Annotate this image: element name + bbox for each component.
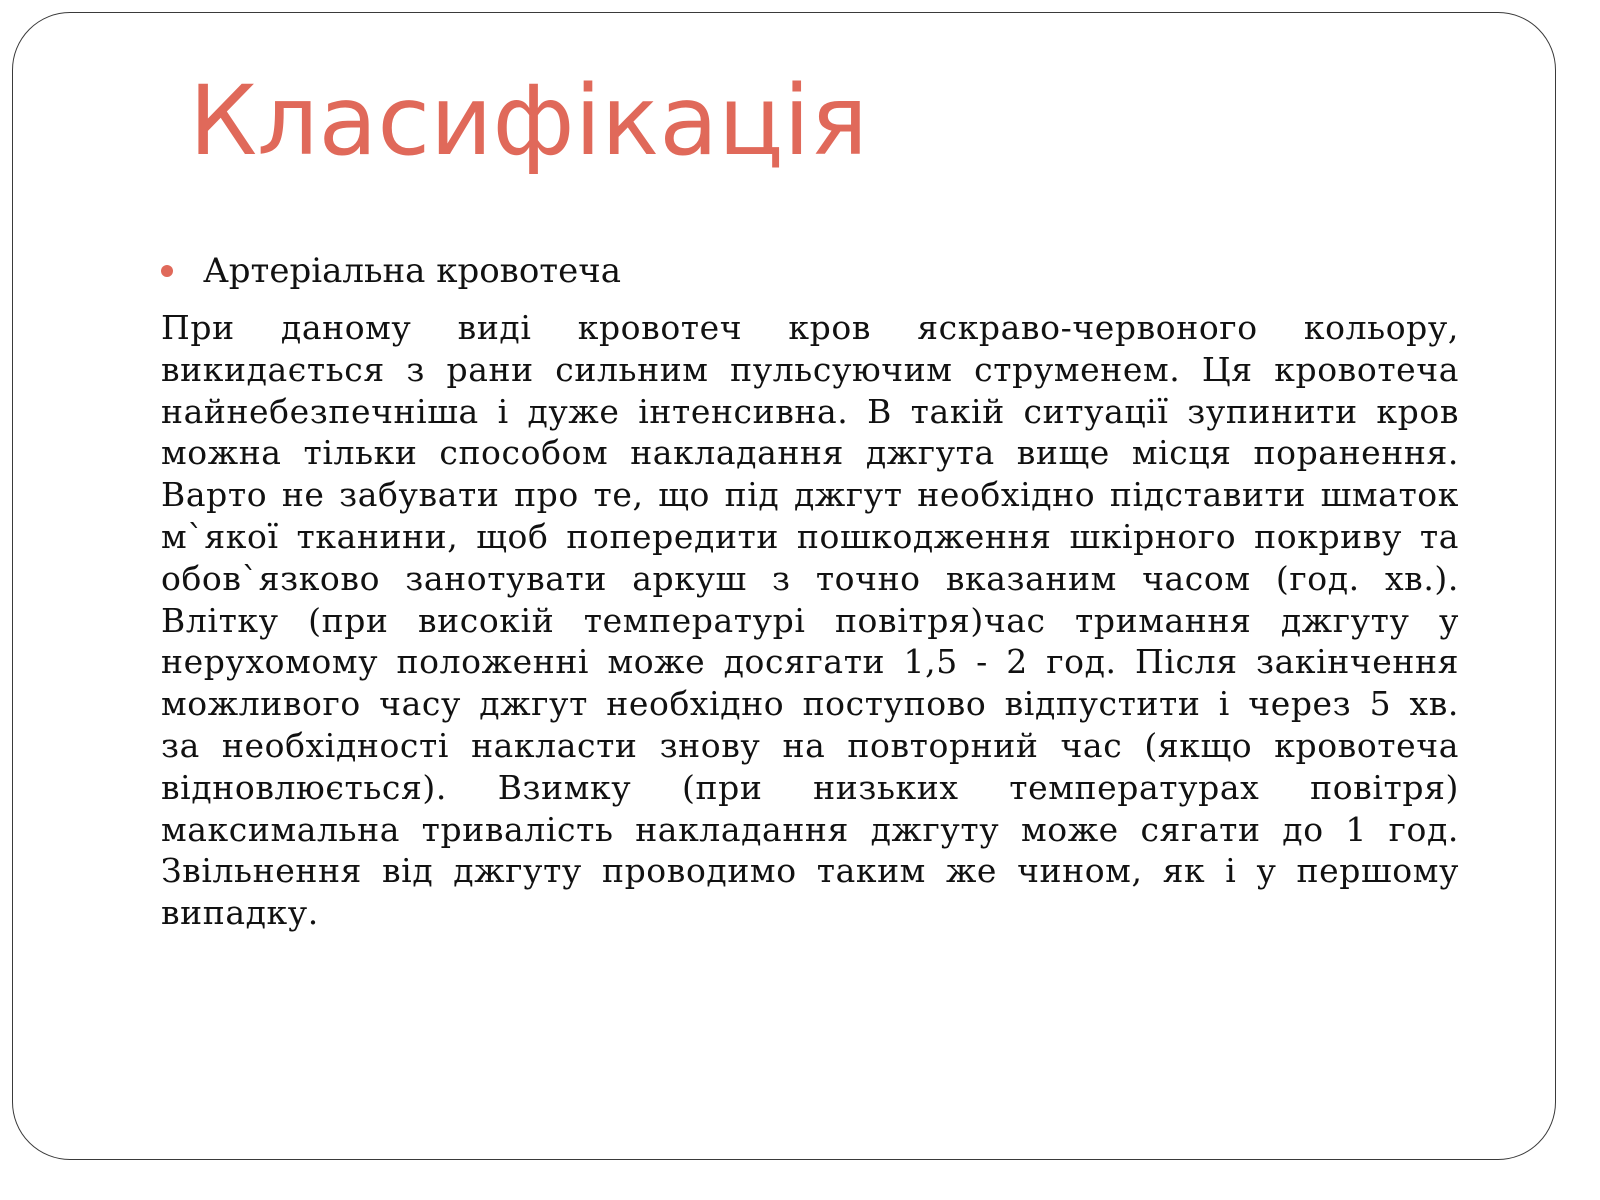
slide-content [161, 245, 1459, 934]
slide-title: Класифікація [189, 65, 868, 177]
body-paragraph: При даному виді кровотеч кров яскраво-червоного кольору, викидається з рани сильним пульсуючим струменем. Ця кровотеча найнебезпечніша і дуже інтенсивна. В такій ситуації зупинити кров можна тільки способом накладання джгута вище місця поранення. Варто не забувати про те, що під джгут необхідно підставити шматок м`якої тканини, щоб попередити пошкодження шкірного покриву та обов`язково занотувати аркуш з точно вказаним часом (год. хв.). Влітку (при високій температурі повітря)час тримання джгуту у нерухомому положенні може досягати 1,5 - 2 год. Після закінчення можливого часу джгут необхідно поступово відпустити і через 5 хв. за необхідності накласти знову на повторний час (якщо кровотеча відновлюється). Взимку (при низьких температурах повітря) максимальна тривалість накладання джгуту може сягати до 1 год. Звільнення від джгуту проводимо таким же чином, як і у першому випадку. [161, 308, 1459, 933]
bullet-item [161, 245, 1459, 297]
slide [12, 12, 1556, 1160]
bullet-dot-icon [161, 265, 173, 277]
bullet-text: Артеріальна кровотеча [203, 251, 621, 291]
